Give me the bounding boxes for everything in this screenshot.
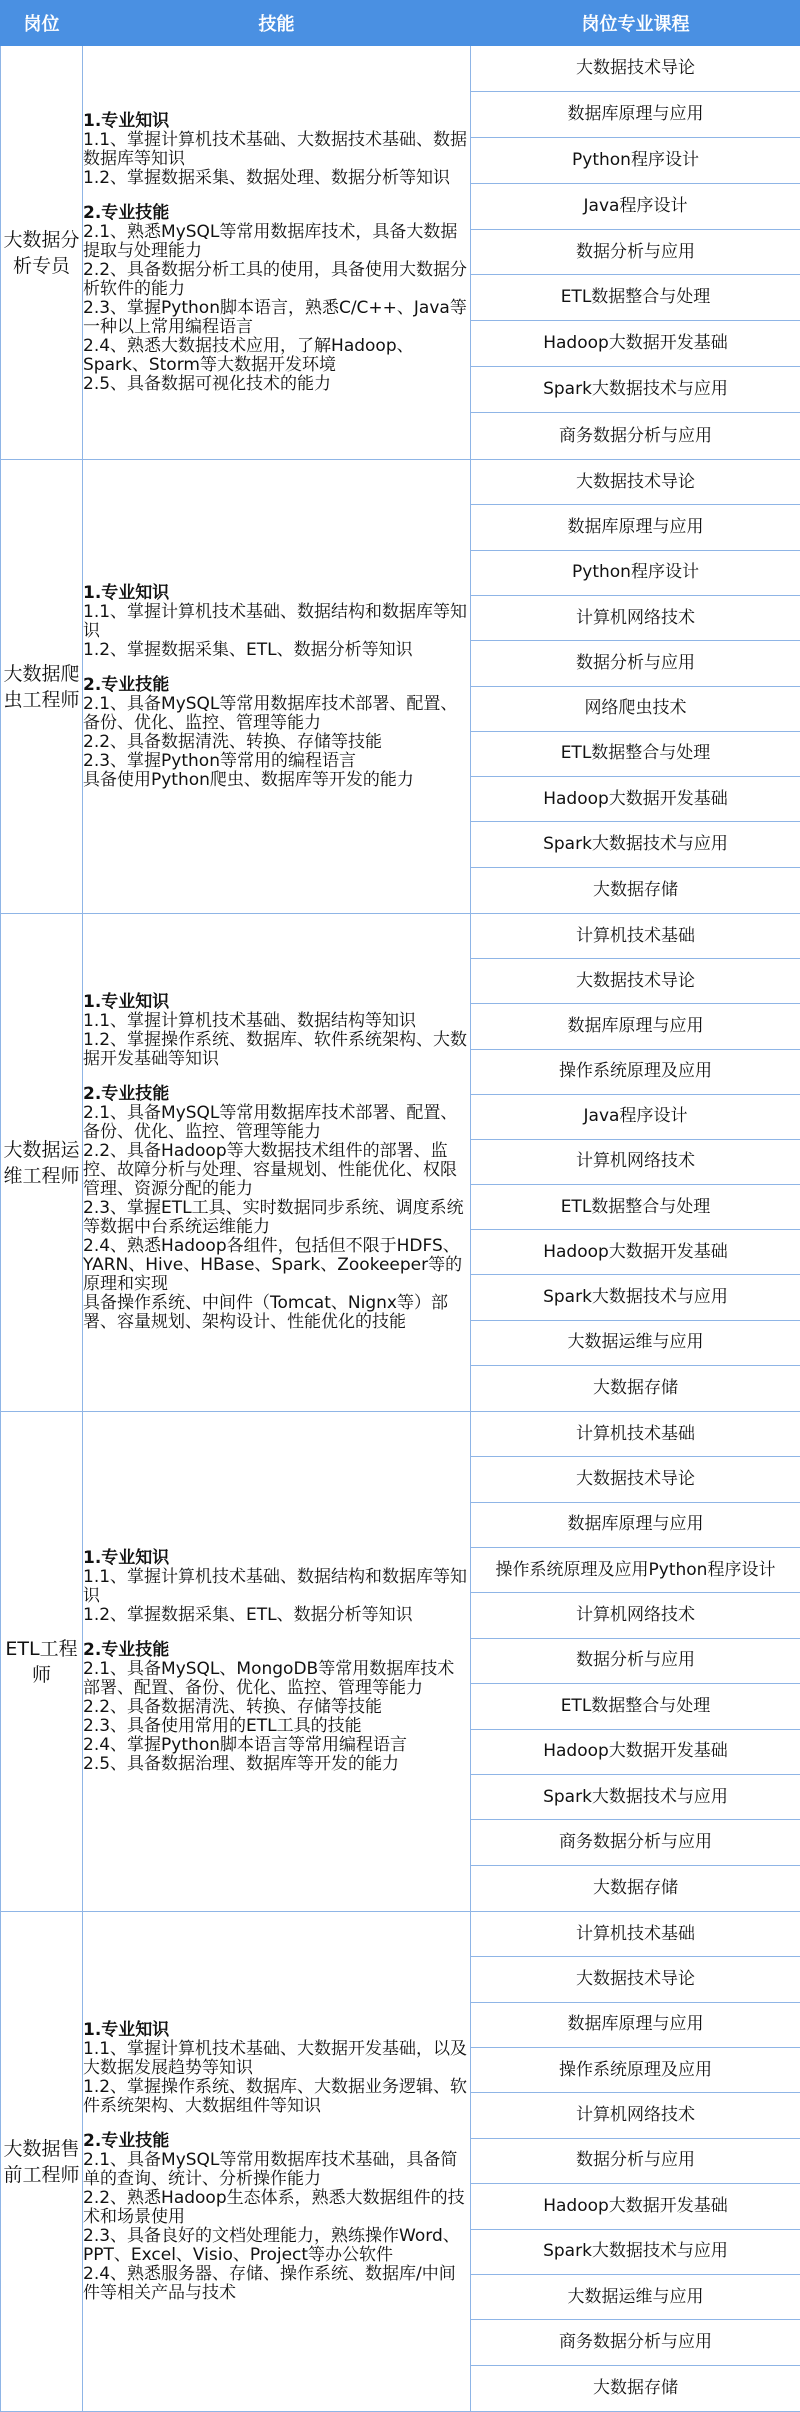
course-item: 数据库原理与应用 xyxy=(471,505,800,550)
course-item: Spark大数据技术与应用 xyxy=(471,822,800,867)
course-item: 计算机网络技术 xyxy=(471,596,800,641)
course-item: ETL数据整合与处理 xyxy=(471,1684,800,1729)
course-item: Spark大数据技术与应用 xyxy=(471,1275,800,1320)
course-item: ETL数据整合与处理 xyxy=(471,1185,800,1230)
section-title: 2.专业技能 xyxy=(83,2132,470,2151)
course-item: 大数据技术导论 xyxy=(471,1957,800,2002)
skill-line: 2.2、具备数据分析工具的使用，具备使用大数据分析软件的能力 xyxy=(83,261,470,299)
course-list xyxy=(471,1412,800,1911)
header-row xyxy=(1,1,800,46)
course-item: Spark大数据技术与应用 xyxy=(471,2230,800,2275)
skill-line: 2.5、具备数据治理、数据库等开发的能力 xyxy=(83,1755,470,1774)
course-item: 商务数据分析与应用 xyxy=(471,1820,800,1865)
course-item: Spark大数据技术与应用 xyxy=(471,1775,800,1820)
course-item: 大数据存储 xyxy=(471,1866,800,1911)
skill-line: 1.2、掌握数据采集、ETL、数据分析等知识 xyxy=(83,641,470,660)
course-item: Spark大数据技术与应用 xyxy=(471,367,800,413)
skill-line: 2.4、熟悉大数据技术应用，了解Hadoop、Spark、Storm等大数据开发环境 xyxy=(83,337,470,375)
courses-cell xyxy=(471,1412,800,1912)
course-item: ETL数据整合与处理 xyxy=(471,275,800,321)
course-item: Hadoop大数据开发基础 xyxy=(471,1730,800,1775)
course-item: Hadoop大数据开发基础 xyxy=(471,2184,800,2229)
course-item: 大数据技术导论 xyxy=(471,1457,800,1502)
course-item: 计算机网络技术 xyxy=(471,2093,800,2138)
skill-line: 2.3、掌握Python等常用的编程语言 xyxy=(83,752,470,771)
course-item: Python程序设计 xyxy=(471,138,800,184)
course-list xyxy=(471,460,800,913)
course-item: 计算机技术基础 xyxy=(471,1912,800,1957)
course-item: 网络爬虫技术 xyxy=(471,687,800,732)
skills-cell xyxy=(83,914,471,1412)
skill-line: 1.1、掌握计算机技术基础、数据结构等知识 xyxy=(83,1012,470,1031)
skill-line: 1.2、掌握操作系统、数据库、大数据业务逻辑、软件系统架构、大数据组件等知识 xyxy=(83,2078,470,2116)
course-item: 操作系统原理及应用Python程序设计 xyxy=(471,1548,800,1593)
course-item: 数据库原理与应用 xyxy=(471,1503,800,1548)
course-item: 计算机技术基础 xyxy=(471,914,800,959)
course-item: 计算机网络技术 xyxy=(471,1593,800,1638)
skill-line: 2.4、掌握Python脚本语言等常用编程语言 xyxy=(83,1736,470,1755)
position-cell: 大数据售前工程师 xyxy=(1,1912,83,2412)
skill-line: 2.4、熟悉服务器、存储、操作系统、数据库/中间件等相关产品与技术 xyxy=(83,2265,470,2303)
section-title: 2.专业技能 xyxy=(83,204,470,223)
section-title: 1.专业知识 xyxy=(83,584,470,603)
course-list xyxy=(471,1912,800,2411)
skills-cell xyxy=(83,46,471,460)
course-item: 大数据运维与应用 xyxy=(471,1321,800,1366)
course-item: Hadoop大数据开发基础 xyxy=(471,321,800,367)
skill-line: 1.2、掌握操作系统、数据库、软件系统架构、大数据开发基础等知识 xyxy=(83,1031,470,1069)
header-courses: 岗位专业课程 xyxy=(471,1,800,46)
course-item: 数据分析与应用 xyxy=(471,641,800,686)
header-skills: 技能 xyxy=(83,1,471,46)
table-row xyxy=(1,46,800,460)
course-item: 商务数据分析与应用 xyxy=(471,2320,800,2365)
courses-cell xyxy=(471,1912,800,2412)
position-cell: 大数据爬虫工程师 xyxy=(1,460,83,914)
skill-line: 2.1、具备MySQL、MongoDB等常用数据库技术部署、配置、备份、优化、监控、管理等能力 xyxy=(83,1660,470,1698)
course-item: ETL数据整合与处理 xyxy=(471,732,800,777)
skill-line: 2.3、掌握Python脚本语言，熟悉C/C++、Java等一种以上常用编程语言 xyxy=(83,299,470,337)
position-cell: 大数据分析专员 xyxy=(1,46,83,460)
table-body xyxy=(1,46,800,2412)
position-cell: 大数据运维工程师 xyxy=(1,914,83,1412)
section-title: 2.专业技能 xyxy=(83,1085,470,1104)
section-title: 1.专业知识 xyxy=(83,2021,470,2040)
course-item: 大数据技术导论 xyxy=(471,460,800,505)
course-item: Hadoop大数据开发基础 xyxy=(471,1230,800,1275)
course-item: 大数据存储 xyxy=(471,868,800,913)
skill-line: 具备使用Python爬虫、数据库等开发的能力 xyxy=(83,771,470,790)
table-row xyxy=(1,1412,800,1912)
section-title: 1.专业知识 xyxy=(83,1549,470,1568)
course-list xyxy=(471,914,800,1411)
course-item: 数据库原理与应用 xyxy=(471,2003,800,2048)
skill-line: 2.3、具备使用常用的ETL工具的技能 xyxy=(83,1717,470,1736)
course-item: 操作系统原理及应用 xyxy=(471,2048,800,2093)
skills-cell xyxy=(83,1412,471,1912)
section-title: 1.专业知识 xyxy=(83,112,470,131)
table-row xyxy=(1,1912,800,2412)
skill-line: 1.1、掌握计算机技术基础、数据结构和数据库等知识 xyxy=(83,603,470,641)
course-item: 数据分析与应用 xyxy=(471,2139,800,2184)
header-position: 岗位 xyxy=(1,1,83,46)
course-item: Hadoop大数据开发基础 xyxy=(471,777,800,822)
course-item: 大数据存储 xyxy=(471,1366,800,1411)
course-item: 数据库原理与应用 xyxy=(471,92,800,138)
skill-line: 2.2、熟悉Hadoop生态体系，熟悉大数据组件的技术和场景使用 xyxy=(83,2189,470,2227)
course-list xyxy=(471,46,800,459)
course-item: 大数据技术导论 xyxy=(471,959,800,1004)
skill-line: 2.3、掌握ETL工具、实时数据同步系统、调度系统等数据中台系统运维能力 xyxy=(83,1199,470,1237)
skills-cell xyxy=(83,460,471,914)
skill-line: 2.4、熟悉Hadoop各组件，包括但不限于HDFS、YARN、Hive、HBase、Spark、Zookeeper等的原理和实现 xyxy=(83,1237,470,1294)
skill-line: 2.1、具备MySQL等常用数据库技术部署、配置、备份、优化、监控、管理等能力 xyxy=(83,1104,470,1142)
skill-line: 2.1、具备MySQL等常用数据库技术部署、配置、备份、优化、监控、管理等能力 xyxy=(83,695,470,733)
courses-cell xyxy=(471,914,800,1412)
course-item: 大数据存储 xyxy=(471,2366,800,2411)
skill-line: 1.1、掌握计算机技术基础、数据结构和数据库等知识 xyxy=(83,1568,470,1606)
section-title: 2.专业技能 xyxy=(83,1641,470,1660)
skill-line: 具备操作系统、中间件（Tomcat、Nignx等）部署、容量规划、架构设计、性能优化的技能 xyxy=(83,1294,470,1332)
course-item: Python程序设计 xyxy=(471,551,800,596)
skill-line: 1.2、掌握数据采集、数据处理、数据分析等知识 xyxy=(83,169,470,188)
skill-line: 2.2、具备Hadoop等大数据技术组件的部署、监控、故障分析与处理、容量规划、性能优化、权限管理、资源分配的能力 xyxy=(83,1142,470,1199)
course-item: 大数据技术导论 xyxy=(471,46,800,92)
skill-line: 2.2、具备数据清洗、转换、存储等技能 xyxy=(83,1698,470,1717)
table-row xyxy=(1,460,800,914)
course-item: 数据分析与应用 xyxy=(471,1639,800,1684)
course-item: 大数据运维与应用 xyxy=(471,2275,800,2320)
course-item: Java程序设计 xyxy=(471,1095,800,1140)
course-item: 操作系统原理及应用 xyxy=(471,1050,800,1095)
course-item: 计算机技术基础 xyxy=(471,1412,800,1457)
skill-line: 2.2、具备数据清洗、转换、存储等技能 xyxy=(83,733,470,752)
section-title: 2.专业技能 xyxy=(83,676,470,695)
skills-cell xyxy=(83,1912,471,2412)
course-item: 计算机网络技术 xyxy=(471,1140,800,1185)
position-cell: ETL工程师 xyxy=(1,1412,83,1912)
courses-cell xyxy=(471,460,800,914)
course-item: Java程序设计 xyxy=(471,184,800,230)
courses-cell xyxy=(471,46,800,460)
skill-line: 1.1、掌握计算机技术基础、大数据技术基础、数据数据库等知识 xyxy=(83,131,470,169)
skill-line: 1.2、掌握数据采集、ETL、数据分析等知识 xyxy=(83,1606,470,1625)
skill-line: 2.1、熟悉MySQL等常用数据库技术，具备大数据提取与处理能力 xyxy=(83,223,470,261)
skill-line: 2.1、具备MySQL等常用数据库技术基础，具备简单的查询、统计、分析操作能力 xyxy=(83,2151,470,2189)
section-title: 1.专业知识 xyxy=(83,993,470,1012)
skill-line: 2.3、具备良好的文档处理能力，熟练操作Word、PPT、Excel、Visio、Project等办公软件 xyxy=(83,2227,470,2265)
skill-line: 2.5、具备数据可视化技术的能力 xyxy=(83,375,470,394)
table-row xyxy=(1,914,800,1412)
course-item: 数据分析与应用 xyxy=(471,230,800,276)
course-item: 数据库原理与应用 xyxy=(471,1004,800,1049)
skill-line: 1.1、掌握计算机技术基础、大数据开发基础，以及大数据发展趋势等知识 xyxy=(83,2040,470,2078)
course-item: 商务数据分析与应用 xyxy=(471,413,800,459)
